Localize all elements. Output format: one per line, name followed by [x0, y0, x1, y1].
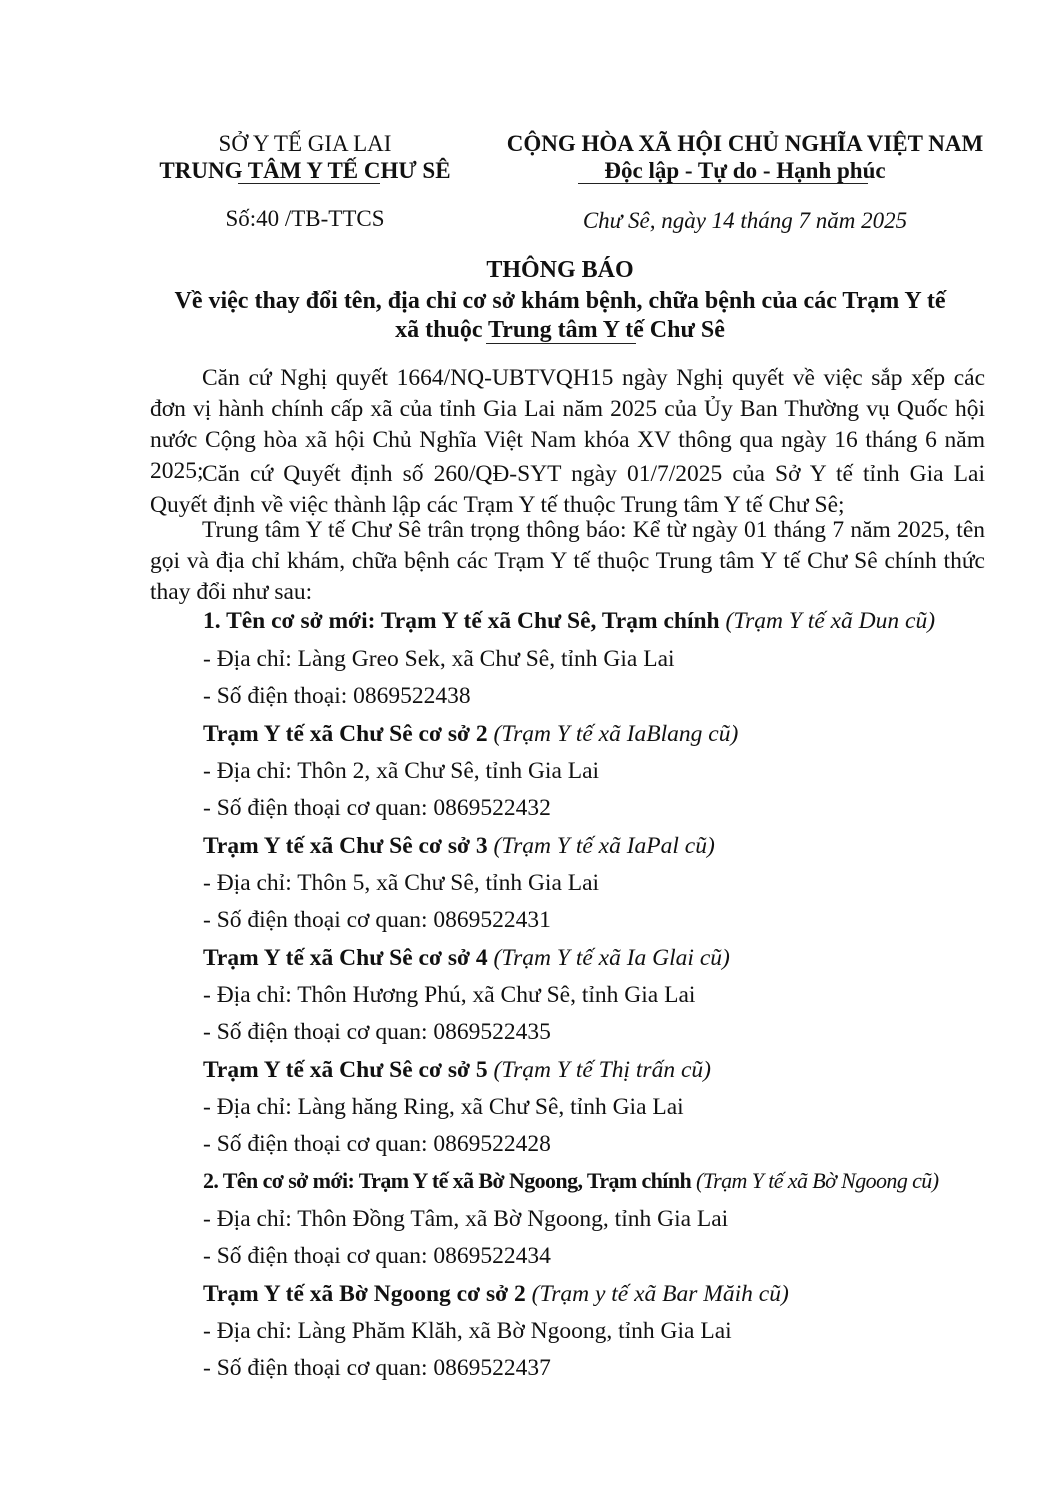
- motto-underline: [578, 183, 868, 184]
- station-name: 2. Tên cơ sở mới: Trạm Y tế xã Bờ Ngoong, Trạm chính: [203, 1168, 692, 1193]
- station-phone: - Số điện thoại cơ quan: 0869522428: [203, 1131, 551, 1157]
- station-old-name: (Trạm Y tế xã Ia Glai cũ): [493, 945, 730, 971]
- station-phone: - Số điện thoại: 0869522438: [203, 683, 471, 709]
- station-entry: [203, 1168, 938, 1194]
- station-address: - Địa chỉ: Làng Greo Sek, xã Chư Sê, tỉnh Gia Lai: [203, 646, 675, 672]
- nation-name: CỘNG HÒA XÃ HỘI CHỦ NGHĨA VIỆT NAM: [506, 131, 984, 156]
- national-motto: Độc lập - Tự do - Hạnh phúc: [604, 158, 886, 183]
- station-address: - Địa chỉ: Làng hăng Ring, xã Chư Sê, tỉnh Gia Lai: [203, 1094, 684, 1120]
- document-number: Số:40 /TB-TTCS: [225, 206, 385, 231]
- paragraph-announcement: Trung tâm Y tế Chư Sê trân trọng thông báo: Kể từ ngày 01 tháng 7 năm 2025, tên gọi và địa chỉ khám, chữa bệnh các Trạm Y tế thuộc Trung tâm Y tế Chư Sê chính thức thay đổi như sau:: [150, 517, 985, 605]
- station-entry: [203, 1056, 711, 1084]
- station-name: 1. Tên cơ sở mới: Trạm Y tế xã Chư Sê, Trạm chính: [203, 608, 720, 634]
- unit-underline: [238, 183, 380, 184]
- station-phone: - Số điện thoại cơ quan: 0869522431: [203, 907, 551, 933]
- station-old-name: (Trạm Y tế xã Bờ Ngoong cũ): [696, 1168, 939, 1193]
- notice-heading: THÔNG BÁO: [486, 257, 634, 283]
- station-phone: - Số điện thoại cơ quan: 0869522432: [203, 795, 551, 821]
- place-date: Chư Sê, ngày 14 tháng 7 năm 2025: [582, 208, 908, 233]
- notice-subtitle-line2: xã thuộc Trung tâm Y tế Chư Sê: [395, 317, 725, 343]
- notice-subtitle-line1: Về việc thay đổi tên, địa chỉ cơ sở khám bệnh, chữa bệnh của các Trạm Y tế: [174, 288, 946, 314]
- subtitle-underline: [486, 343, 636, 344]
- station-phone: - Số điện thoại cơ quan: 0869522437: [203, 1355, 551, 1381]
- station-old-name: (Trạm Y tế xã IaPal cũ): [493, 833, 715, 859]
- station-old-name: (Trạm Y tế xã Dun cũ): [725, 608, 936, 634]
- station-entry: [203, 1280, 789, 1308]
- agency-name: SỞ Y TẾ GIA LAI: [218, 131, 392, 156]
- station-name: Trạm Y tế xã Chư Sê cơ sở 2: [203, 721, 488, 747]
- station-entry: [203, 944, 730, 972]
- station-entry: [203, 832, 715, 860]
- station-entry: [203, 607, 935, 635]
- station-name: Trạm Y tế xã Chư Sê cơ sở 3: [203, 833, 488, 859]
- paragraph-resolution: Căn cứ Nghị quyết 1664/NQ-UBTVQH15 ngày Nghị quyết về việc sắp xếp các đơn vị hành chính cấp xã của tỉnh Gia Lai năm 2025 của Ủy Ban Thường vụ Quốc hội nước Cộng hòa xã hội Chủ Nghĩa Việt Nam khóa XV thông qua ngày 16 tháng 6 năm 2025;: [150, 365, 985, 484]
- station-address: - Địa chỉ: Thôn Đồng Tâm, xã Bờ Ngoong, tỉnh Gia Lai: [203, 1206, 729, 1232]
- paragraph-decision: Căn cứ Quyết định số 260/QĐ-SYT ngày 01/7/2025 của Sở Y tế tỉnh Gia Lai Quyết định về việc thành lập các Trạm Y tế thuộc Trung tâm Y tế Chư Sê;: [150, 461, 985, 518]
- station-address: - Địa chỉ: Thôn 5, xã Chư Sê, tỉnh Gia Lai: [203, 870, 600, 896]
- station-name: Trạm Y tế xã Chư Sê cơ sở 4: [203, 945, 488, 971]
- station-name: Trạm Y tế xã Bờ Ngoong cơ sở 2: [203, 1281, 526, 1307]
- station-address: - Địa chỉ: Thôn Hương Phú, xã Chư Sê, tỉnh Gia Lai: [203, 982, 696, 1008]
- station-name: Trạm Y tế xã Chư Sê cơ sở 5: [203, 1057, 488, 1083]
- station-old-name: (Trạm Y tế Thị trấn cũ): [493, 1057, 711, 1083]
- station-entry: [203, 720, 738, 748]
- station-old-name: (Trạm y tế xã Bar Măih cũ): [531, 1281, 789, 1307]
- station-address: - Địa chỉ: Làng Phăm Klăh, xã Bờ Ngoong, tỉnh Gia Lai: [203, 1318, 732, 1344]
- station-address: - Địa chỉ: Thôn 2, xã Chư Sê, tỉnh Gia Lai: [203, 758, 600, 784]
- station-phone: - Số điện thoại cơ quan: 0869522434: [203, 1243, 551, 1269]
- unit-name: TRUNG TÂM Y TẾ CHƯ SÊ: [159, 158, 451, 183]
- station-phone: - Số điện thoại cơ quan: 0869522435: [203, 1019, 551, 1045]
- station-old-name: (Trạm Y tế xã IaBlang cũ): [493, 721, 739, 747]
